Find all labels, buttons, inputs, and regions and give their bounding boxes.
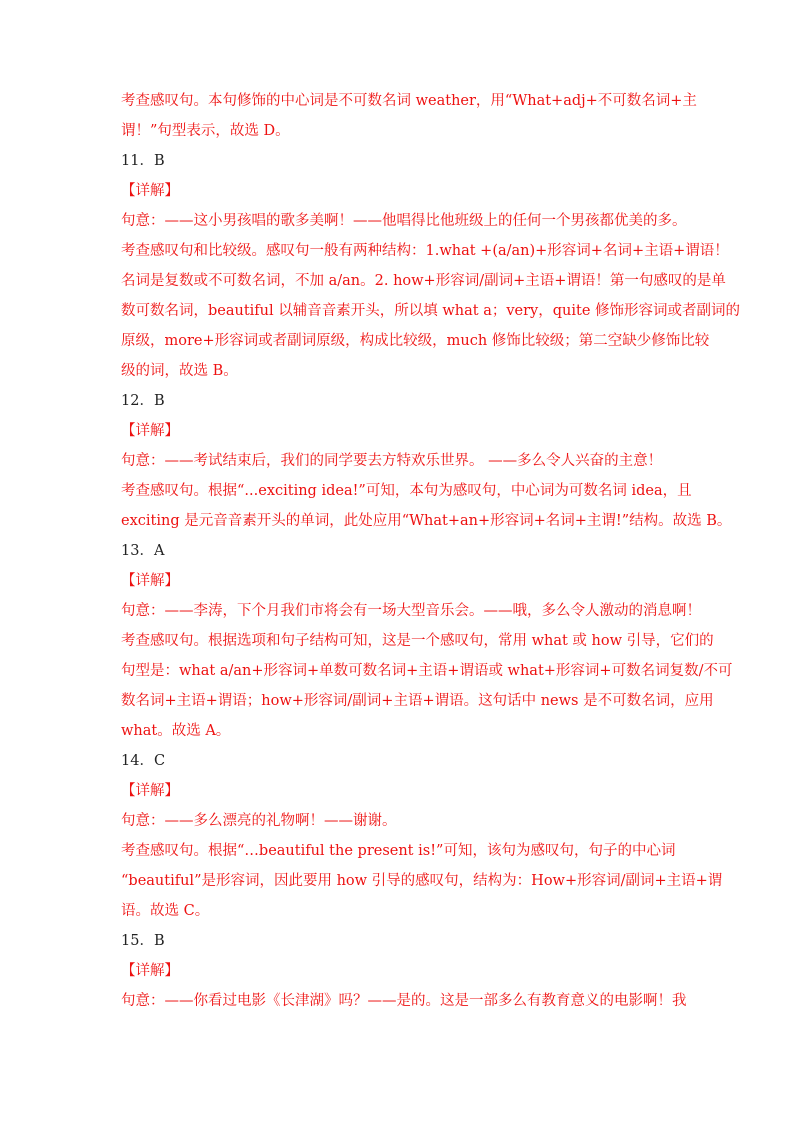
text-line: 句意：——考试结束后，我们的同学要去方特欢乐世界。 ——多么令人兴奋的主意！ [121, 453, 663, 469]
text-line: 数名词+主语+谓语；how+形容词/副词+主语+谓语。这句话中 news 是不可数名词，应用 [121, 693, 714, 709]
text-line: 级的词，故选 B。 [121, 363, 238, 379]
text-line: “beautiful”是形容词，因此要用 how 引导的感叹句，结构为：How+形容词/副词+主语+谓 [121, 873, 723, 889]
text-line: 句意：——李涛，下个月我们市将会有一场大型音乐会。——哦，多么令人激动的消息啊！ [121, 603, 701, 619]
question-number: 13．A [121, 543, 165, 559]
text-line: 考查感叹句。根据“...exciting idea!”可知，本句为感叹句，中心词为可数名词 idea，且 [121, 483, 692, 499]
text-line: 句意：——这小男孩唱的歌多美啊！——他唱得比他班级上的任何一个男孩都优美的多。 [121, 213, 687, 229]
text-line: 考查感叹句。本句修饰的中心词是不可数名词 weather，用“What+adj+不可数名词+主 [121, 93, 697, 109]
question-number: 11．B [121, 153, 165, 169]
text-line: 考查感叹句。根据选项和句子结构可知，这是一个感叹句，常用 what 或 how 引导，它们的 [121, 633, 714, 649]
question-number: 14．C [121, 753, 166, 769]
text-line: 谓！”句型表示，故选 D。 [121, 123, 290, 139]
question-number: 15．B [121, 933, 165, 949]
text-line: what。故选 A。 [121, 723, 231, 739]
text-line: 句意：——你看过电影《长津湖》吗？——是的。这是一部多么有教育意义的电影啊！我 [121, 993, 687, 1009]
text-line: 考查感叹句和比较级。感叹句一般有两种结构：1.what +(a/an)+形容词+名词+主语+谓语！ [121, 243, 729, 259]
section-heading: 【详解】 [121, 783, 179, 799]
section-heading: 【详解】 [121, 963, 179, 979]
text-line: 语。故选 C。 [121, 903, 210, 919]
text-line: exciting 是元音音素开头的单词，此处应用“What+an+形容词+名词+主谓!”结构。故选 B。 [121, 513, 732, 529]
section-heading: 【详解】 [121, 183, 179, 199]
section-heading: 【详解】 [121, 573, 179, 589]
text-line: 句意：——多么漂亮的礼物啊！——谢谢。 [121, 813, 397, 829]
question-number: 12．B [121, 393, 165, 409]
text-line: 数可数名词，beautiful 以辅音音素开头，所以填 what a；very，quite 修饰形容词或者副词的 [121, 303, 741, 319]
text-line: 句型是：what a/an+形容词+单数可数名词+主语+谓语或 what+形容词+可数名词复数/不可 [121, 663, 733, 679]
text-line: 考查感叹句。根据“…beautiful the present is!”可知，该句为感叹句，句子的中心词 [121, 843, 676, 859]
text-line: 名词是复数或不可数名词，不加 a/an。2. how+形容词/副词+主语+谓语！第一句感叹的是单 [121, 273, 726, 289]
document-page [121, 92, 741, 1022]
text-line: 原级，more+形容词或者副词原级，构成比较级，much 修饰比较级；第二空缺少修饰比较 [121, 333, 710, 349]
section-heading: 【详解】 [121, 423, 179, 439]
